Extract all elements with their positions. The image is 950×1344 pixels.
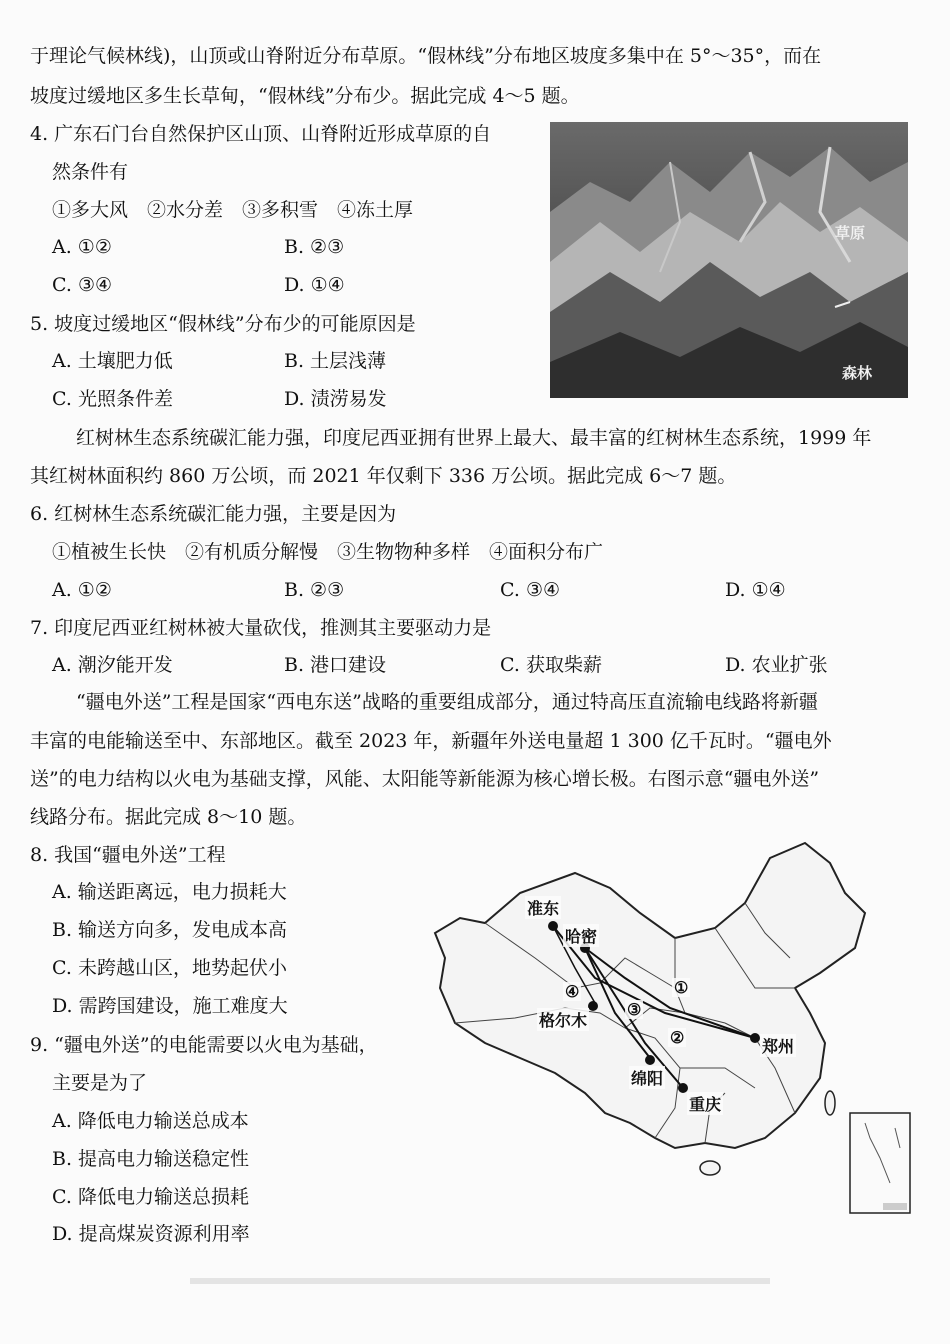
option-c: C. 未跨越山区，地势起伏小 — [52, 957, 287, 979]
intro-text-line: 坡度过缓地区多生长草甸，“假林线”分布少。据此完成 4～5 题。 — [30, 85, 580, 107]
mountain-terrain-illustration — [550, 122, 908, 398]
option-b: B. ②③ — [284, 236, 345, 258]
option-d: D. 需跨国建设，施工难度大 — [52, 995, 288, 1017]
option-a: A. ①② — [52, 579, 112, 601]
intro-text-line: 线路分布。据此完成 8～10 题。 — [30, 806, 307, 828]
option-b: B. 提高电力输送稳定性 — [52, 1148, 250, 1170]
option-d: D. ①④ — [725, 579, 786, 601]
question-6-items: ①植被生长快 ②有机质分解慢 ③生物物种多样 ④面积分布广 — [52, 541, 604, 563]
option-d: D. 渍涝易发 — [284, 388, 387, 410]
option-b: B. 土层浅薄 — [284, 350, 387, 372]
route-1-label: ① — [674, 978, 689, 997]
intro-text-line: 丰富的电能输送至中、东部地区。截至 2023 年，新疆年外送电量超 1 300 亿千瓦时。“疆电外 — [30, 730, 832, 752]
question-4-stem: 4. 广东石门台自然保护区山顶、山脊附近形成草原的自 — [30, 123, 492, 145]
geermu-label: 格尔木 — [537, 1008, 589, 1031]
option-d: D. 农业扩张 — [725, 654, 828, 676]
option-b: B. ②③ — [284, 579, 345, 601]
option-c: C. 获取柴薪 — [500, 654, 602, 676]
option-d: D. ①④ — [284, 274, 345, 296]
question-4-items: ①多大风 ②水分差 ③多积雪 ④冻土厚 — [52, 199, 414, 221]
china-map-outline — [425, 838, 920, 1258]
question-9-stem: 9. “疆电外送”的电能需要以火电为基础， — [30, 1034, 378, 1056]
option-a: A. 土壤肥力低 — [52, 350, 173, 372]
route-3-label: ③ — [627, 1000, 642, 1019]
option-c: C. ③④ — [500, 579, 561, 601]
question-8-stem: 8. 我国“疆电外送”工程 — [30, 844, 226, 866]
china-power-map — [425, 838, 920, 1258]
zhengzhou-label: 郑州 — [760, 1034, 796, 1057]
grassland-label: 草原 — [835, 224, 866, 242]
route-4-label: ④ — [565, 982, 580, 1001]
mianyang-label: 绵阳 — [629, 1066, 665, 1089]
intro-text-line: 于理论气候林线)，山顶或山脊附近分布草原。“假林线”分布地区坡度多集中在 5°～35°，而在 — [30, 45, 822, 67]
question-7-stem: 7. 印度尼西亚红树林被大量砍伐，推测其主要驱动力是 — [30, 617, 492, 639]
zhundong-label: 准东 — [525, 896, 561, 919]
intro-text-line: 红树林生态系统碳汇能力强，印度尼西亚拥有世界上最大、最丰富的红树林生态系统，1999 年 — [76, 427, 872, 449]
forest-label: 森林 — [842, 364, 873, 382]
mountain-photo — [550, 122, 908, 398]
option-c: C. 降低电力输送总损耗 — [52, 1186, 249, 1208]
question-4-stem: 然条件有 — [52, 161, 129, 183]
option-d: D. 提高煤炭资源利用率 — [52, 1223, 250, 1245]
page-footer-band — [190, 1278, 770, 1284]
intro-text-line: 其红树林面积约 860 万公顷，而 2021 年仅剩下 336 万公顷。据此完成 6～7 题。 — [30, 465, 737, 487]
intro-text-line: “疆电外送”工程是国家“西电东送”战略的重要组成部分，通过特高压直流输电线路将新疆 — [76, 691, 818, 713]
question-6-stem: 6. 红树林生态系统碳汇能力强，主要是因为 — [30, 503, 397, 525]
option-b: B. 港口建设 — [284, 654, 387, 676]
route-2-label: ② — [670, 1028, 685, 1047]
chongqing-label: 重庆 — [687, 1092, 723, 1115]
option-a: A. 潮汐能开发 — [52, 654, 173, 676]
option-a: A. 降低电力输送总成本 — [52, 1110, 249, 1132]
option-b: B. 输送方向多，发电成本高 — [52, 919, 288, 941]
question-5-stem: 5. 坡度过缓地区“假林线”分布少的可能原因是 — [30, 313, 416, 335]
hami-label: 哈密 — [563, 924, 599, 947]
question-9-stem: 主要是为了 — [52, 1072, 148, 1094]
intro-text-line: 送”的电力结构以火电为基础支撑，风能、太阳能等新能源为核心增长极。右图示意“疆电外送” — [30, 768, 820, 790]
option-c: C. 光照条件差 — [52, 388, 173, 410]
option-a: A. ①② — [52, 236, 112, 258]
option-a: A. 输送距离远，电力损耗大 — [52, 881, 287, 903]
option-c: C. ③④ — [52, 274, 113, 296]
